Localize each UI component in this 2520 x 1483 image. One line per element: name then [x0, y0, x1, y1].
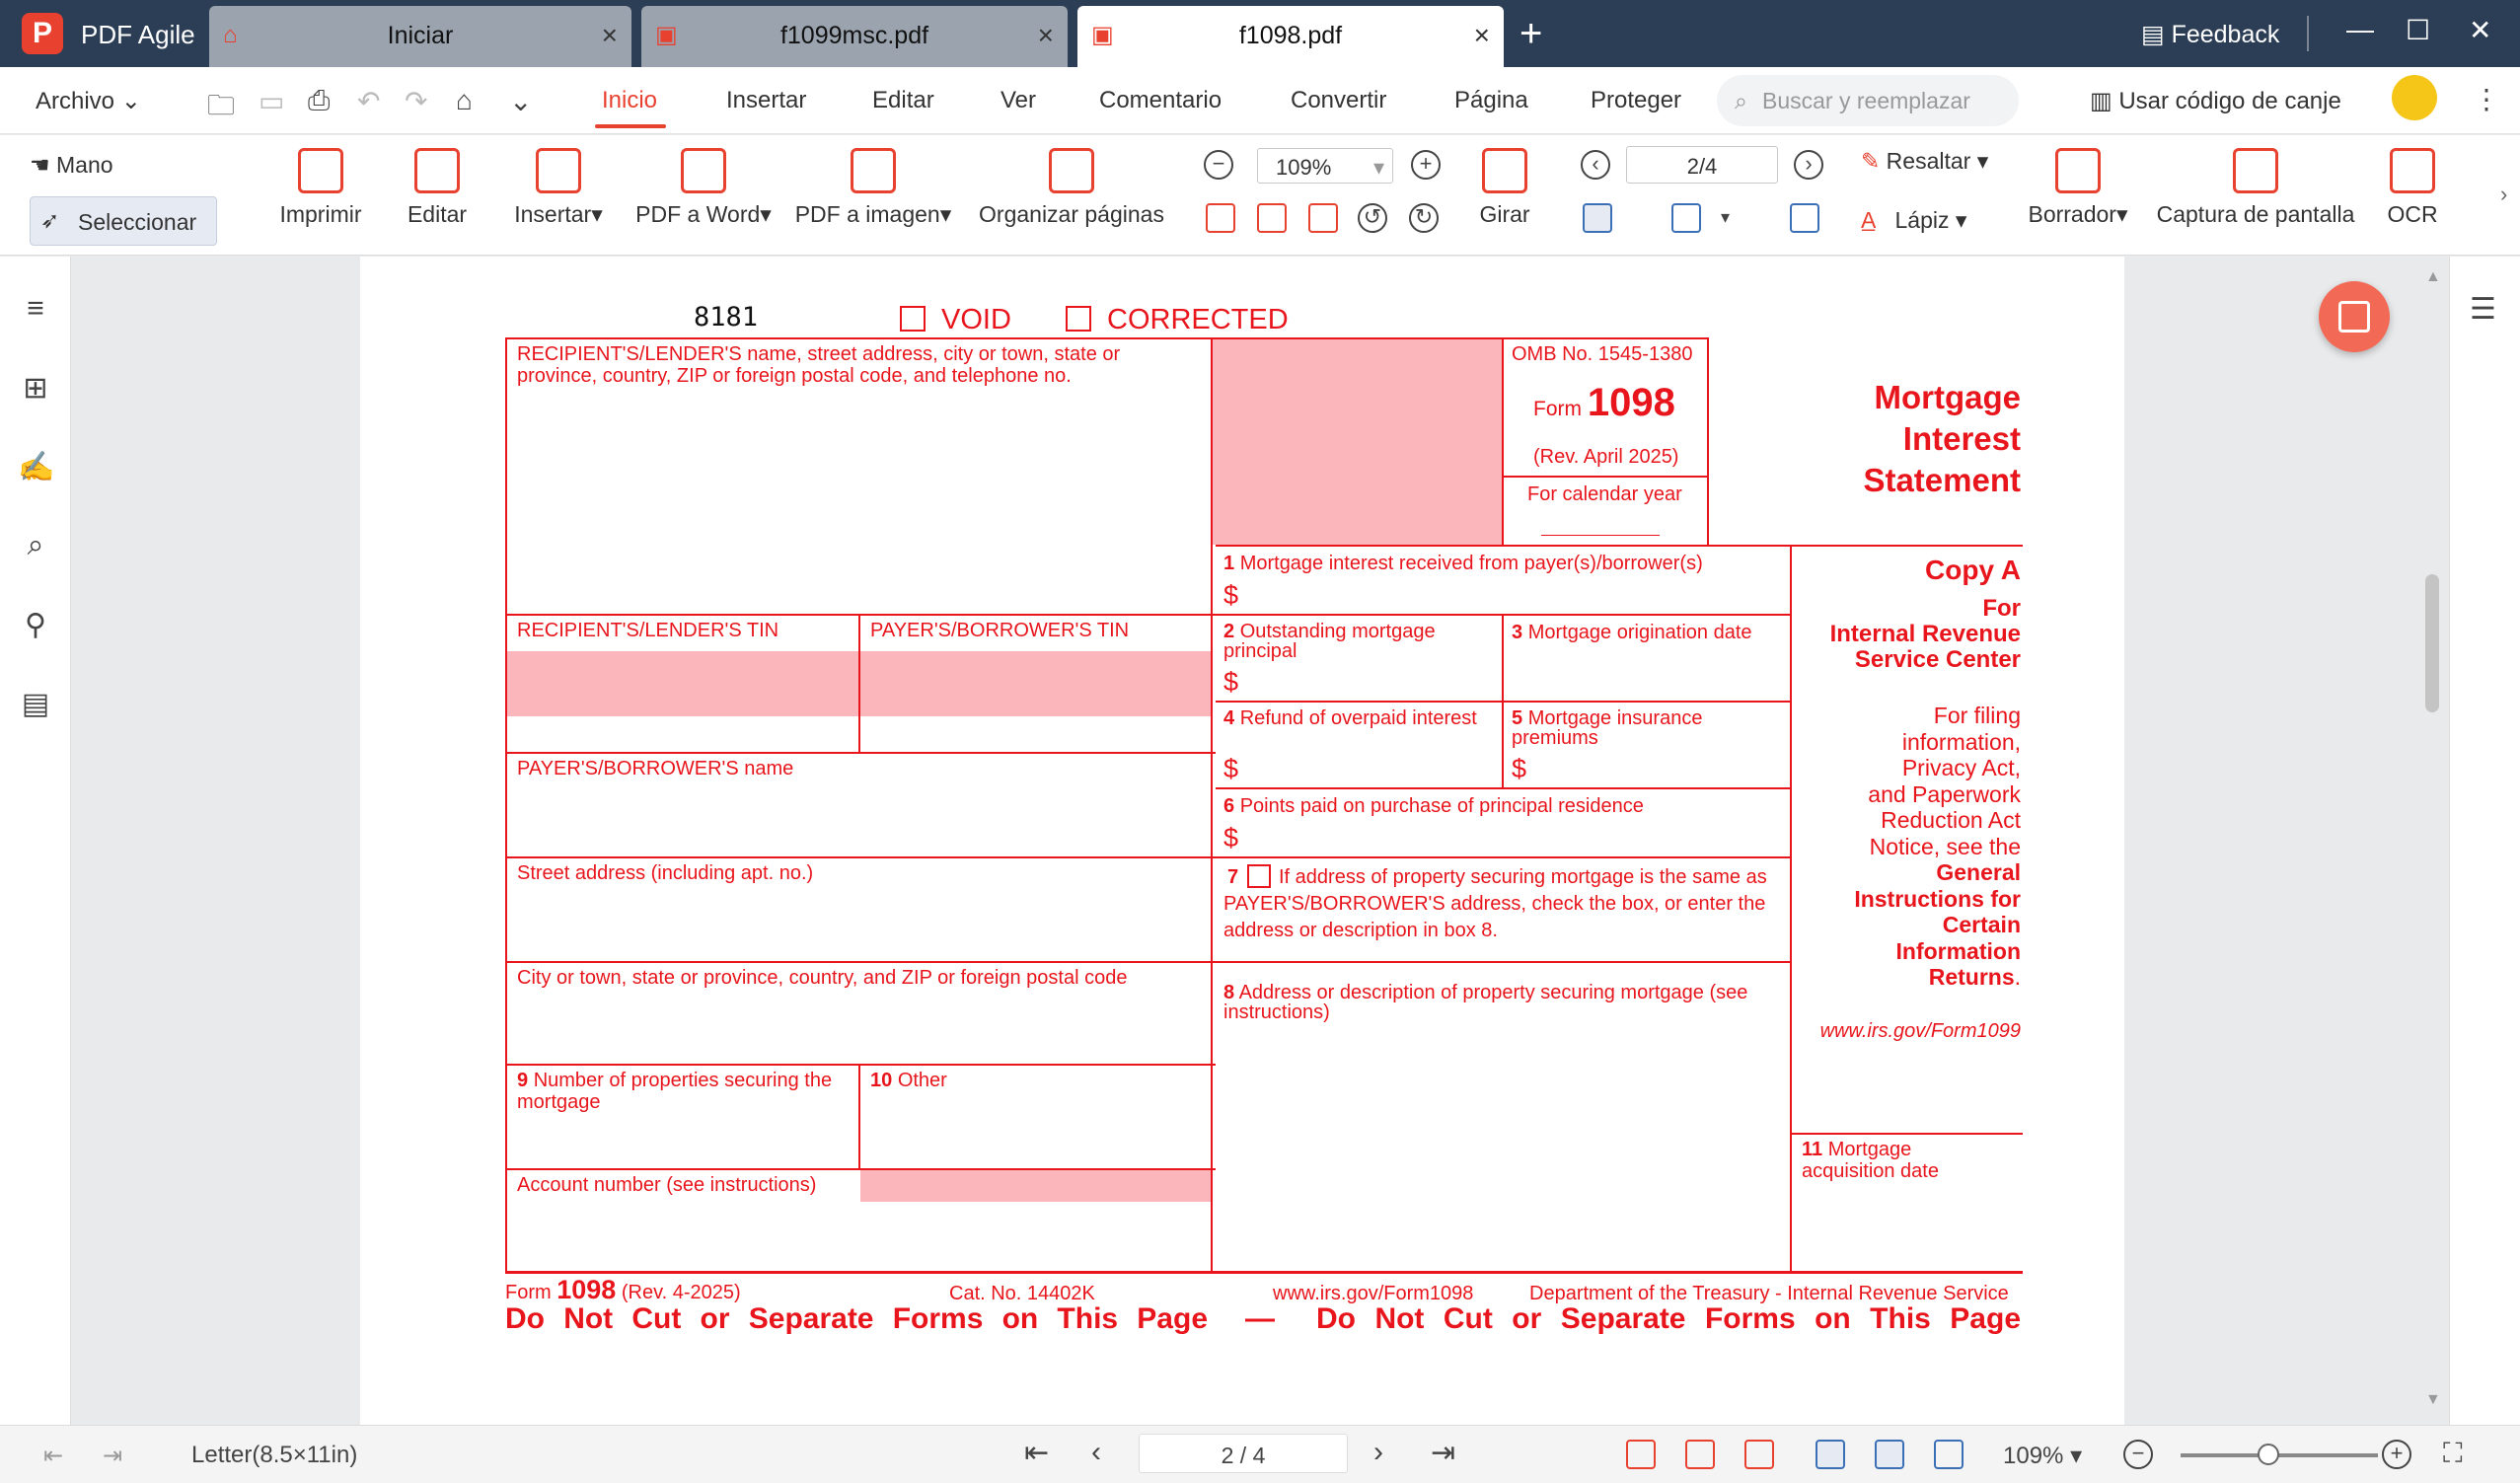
next-page-icon[interactable]: ›: [1794, 150, 1823, 180]
history-icon[interactable]: ▤: [21, 688, 50, 720]
pdf-to-word-float-button[interactable]: [2319, 281, 2390, 352]
left-sidebar: [0, 257, 71, 1425]
text-color-icon: A̲: [1861, 207, 1883, 233]
image-icon: [851, 148, 896, 193]
feedback-icon: ▤: [2141, 21, 2172, 48]
printer-icon: [298, 148, 343, 193]
open-folder-icon[interactable]: 🗀: [207, 90, 236, 120]
paper-size: Letter(8.5×11in): [191, 1442, 358, 1468]
status-bar: [0, 1425, 2520, 1483]
tab-iniciar[interactable]: [209, 6, 631, 67]
rotate-left-icon[interactable]: ↺: [1358, 203, 1387, 233]
form-number: Form 1098: [1533, 381, 1675, 424]
fit-width-icon[interactable]: [1308, 203, 1338, 233]
print-button[interactable]: Imprimir: [276, 148, 365, 228]
maximize-button[interactable]: ☐: [2406, 15, 2431, 45]
menu-icon[interactable]: ≡: [27, 292, 44, 325]
last-page-icon[interactable]: ⇥: [1431, 1437, 1456, 1469]
payer-tin-label: PAYER'S/BORROWER'S TIN: [870, 620, 1130, 641]
zoom-out-icon[interactable]: −: [2123, 1440, 2153, 1469]
menu-pagina[interactable]: Página: [1454, 87, 1528, 113]
divider: [2307, 16, 2309, 51]
ocr-button[interactable]: OCR: [2380, 148, 2445, 228]
two-page-icon[interactable]: [1671, 203, 1701, 233]
dollar-sign: $: [1223, 667, 1239, 697]
close-window-button[interactable]: ✕: [2469, 15, 2492, 45]
settings-sliders-icon[interactable]: ☰: [2470, 293, 2496, 326]
archivo-menu[interactable]: Archivo ⌄: [36, 88, 141, 114]
box10-label: 10 Other: [870, 1070, 947, 1091]
attachment-icon[interactable]: ⚲: [25, 609, 46, 641]
fit-page-icon[interactable]: [1257, 203, 1287, 233]
highlight-icon: ✎: [1861, 148, 1887, 174]
menu-ver[interactable]: Ver: [1001, 87, 1037, 113]
next-page-icon[interactable]: ›: [1373, 1436, 1383, 1468]
department: Department of the Treasury - Internal Revenue Service: [1529, 1283, 2009, 1304]
irs-url-1098: www.irs.gov/Form1098: [1273, 1283, 1474, 1304]
pdf-icon: ▣: [655, 22, 678, 48]
street-label: Street address (including apt. no.): [517, 862, 814, 884]
barcode-icon: ▥: [2090, 88, 2119, 114]
do-not-cut-left: Do Not Cut or Separate Forms on This Page: [505, 1302, 1208, 1335]
two-page-icon[interactable]: [1934, 1440, 1964, 1469]
chevron-down-icon[interactable]: ▾: [1721, 207, 1731, 227]
continuous-icon[interactable]: [1790, 203, 1819, 233]
feedback-button[interactable]: ▤ Feedback: [2141, 21, 2280, 48]
actual-size-icon[interactable]: [1206, 203, 1235, 233]
box7-label: If address of property securing mortgage is the same as PAYER'S/BORROWER'S address, check the box, or enter the address or description in box 8.: [1223, 866, 1767, 941]
scroll-up-icon[interactable]: ▲: [2425, 268, 2441, 285]
print-icon[interactable]: ⎙: [308, 85, 331, 115]
menu-proteger[interactable]: Proteger: [1591, 87, 1682, 113]
zoom-level[interactable]: 109% ▾: [2003, 1443, 2083, 1469]
dollar-sign: $: [1512, 754, 1527, 783]
corrected-checkbox[interactable]: [1066, 306, 1091, 332]
menu-inicio[interactable]: Inicio: [602, 87, 658, 113]
hand-tool[interactable]: ☚ Mano: [30, 152, 113, 178]
recipient-tin-label: RECIPIENT'S/LENDER'S TIN: [517, 620, 779, 641]
title-bar: [0, 0, 2520, 67]
app-name: PDF Agile: [81, 20, 195, 49]
menu-insertar[interactable]: Insertar: [726, 87, 807, 113]
box3-label: 3 Mortgage origination date: [1512, 622, 1752, 643]
irs-url-1099: www.irs.gov/Form1099: [1819, 1020, 2021, 1042]
do-not-cut-right: Do Not Cut or Separate Forms on This Page: [1316, 1302, 2021, 1335]
active-underline: [595, 124, 666, 128]
revision: (Rev. April 2025): [1533, 446, 1679, 468]
scroll-down-icon[interactable]: ▼: [2425, 1391, 2441, 1408]
box7-num: 7: [1227, 866, 1239, 888]
dollar-sign: $: [1223, 754, 1239, 783]
cat-number: Cat. No. 14402K: [949, 1283, 1095, 1304]
organize-pages-button[interactable]: Organizar páginas: [973, 148, 1170, 228]
redo-icon[interactable]: ↷: [405, 86, 428, 116]
save-icon[interactable]: ▭: [259, 86, 285, 116]
tab-label: f1099msc.pdf: [779, 22, 929, 49]
fullscreen-icon[interactable]: ⛶: [2443, 1438, 2463, 1468]
insert-button[interactable]: Insertar▾: [501, 148, 616, 228]
page-number-input[interactable]: 2/4: [1626, 146, 1778, 184]
rotate-button[interactable]: Girar: [1470, 148, 1539, 228]
box11-label: 11 Mortgage acquisition date: [1802, 1139, 1939, 1182]
home-icon: ⌂: [223, 22, 238, 48]
avatar[interactable]: [2392, 75, 2437, 120]
footer-form: Form 1098 (Rev. 4-2025): [505, 1275, 741, 1304]
back-icon[interactable]: ⇤: [43, 1443, 64, 1469]
scrollbar[interactable]: [2425, 574, 2439, 712]
prev-page-icon[interactable]: ‹: [1581, 150, 1610, 180]
filing-info: For filing information, Privacy Act, and Paperwork Reduction Act Notice, see the General Instructions for Certain Information Returns.: [1854, 703, 2021, 990]
ribbon-scroll-right-icon[interactable]: ›: [2500, 182, 2508, 206]
irs-center: For Internal Revenue Service Center: [1829, 595, 2021, 673]
zoom-select[interactable]: 109% ▾: [1257, 148, 1393, 184]
menu-convertir[interactable]: Convertir: [1291, 87, 1387, 113]
pdf-to-word-button[interactable]: PDF a Word▾: [631, 148, 776, 228]
zoom-slider-handle[interactable]: [2258, 1444, 2279, 1465]
first-page-icon[interactable]: ⇤: [1024, 1437, 1050, 1469]
search-input[interactable]: ⌕ Buscar y reemplazar: [1717, 75, 2019, 126]
undo-icon[interactable]: ↶: [357, 86, 381, 116]
pencil-button[interactable]: A̲ Lápiz ▾: [1861, 207, 1967, 233]
dollar-sign: $: [1223, 823, 1239, 853]
single-page-icon[interactable]: [1583, 203, 1612, 233]
select-tool[interactable]: ➶ Seleccionar: [30, 196, 217, 246]
chevron-down-icon: ▾: [2070, 1443, 2083, 1469]
close-icon[interactable]: ×: [601, 20, 618, 50]
app-logo: P: [22, 13, 63, 54]
box5-label: 5 Mortgage insurance premiums: [1512, 707, 1703, 749]
prev-page-icon[interactable]: ‹: [1091, 1436, 1101, 1468]
screenshot-icon: [2233, 148, 2278, 193]
word-icon: [681, 148, 726, 193]
home-icon[interactable]: ⌂: [456, 85, 473, 115]
screenshot-button[interactable]: Captura de pantalla: [2147, 148, 2364, 228]
tab-f1099msc[interactable]: [641, 6, 1068, 67]
dash: —: [1245, 1302, 1275, 1335]
edit-button[interactable]: Editar: [393, 148, 482, 228]
calendar-year-label: For calendar year: [1527, 483, 1682, 505]
forward-icon[interactable]: ⇥: [103, 1443, 123, 1469]
close-icon[interactable]: ×: [1037, 20, 1054, 50]
signature-icon[interactable]: ✍: [18, 451, 55, 483]
form-code: 8181: [694, 302, 759, 333]
box8-label: 8 Address or description of property securing mortgage (see instructions): [1223, 982, 1748, 1023]
city-label: City or town, state or province, country, and ZIP or foreign postal code: [517, 967, 1128, 989]
single-page-icon[interactable]: [1875, 1440, 1904, 1469]
thumbnails-icon[interactable]: ⊞: [23, 372, 48, 405]
fit-page-icon[interactable]: [1685, 1440, 1715, 1469]
tab-label: Iniciar: [387, 22, 454, 49]
zoom-in-icon[interactable]: +: [2382, 1440, 2411, 1469]
payer-name-label: PAYER'S/BORROWER'S name: [517, 758, 794, 779]
pdf-to-image-button[interactable]: PDF a imagen▾: [789, 148, 957, 228]
tab-label: f1098.pdf: [1238, 22, 1343, 49]
box2-label: 2 Outstanding mortgage principal: [1223, 621, 1436, 662]
box4-label: 4 Refund of overpaid interest: [1223, 707, 1477, 729]
search-icon: ⌕: [1735, 88, 1747, 113]
form-title: Mortgage Interest Statement: [1863, 379, 2021, 498]
recipient-name-label: RECIPIENT'S/LENDER'S name, street address, city or town, state or province, country, ZIP or foreign postal code, and telephone no.: [517, 343, 1121, 387]
copy-a: Copy A: [1925, 555, 2021, 585]
zoom-out-icon[interactable]: −: [1204, 150, 1233, 180]
menu-comentario[interactable]: Comentario: [1099, 87, 1223, 113]
right-sidebar: [2449, 257, 2520, 1425]
new-tab-button[interactable]: +: [1519, 12, 1543, 55]
void-label: VOID: [941, 304, 1011, 335]
rotate-right-icon[interactable]: ↻: [1409, 203, 1439, 233]
highlight-button[interactable]: ✎ Resaltar ▾: [1861, 148, 1989, 174]
box1-label: 1 Mortgage interest received from payer(s)/borrower(s): [1223, 553, 1703, 574]
search-icon[interactable]: ⌕: [27, 529, 44, 561]
ocr-icon: [2390, 148, 2435, 193]
hand-icon: ☚: [30, 152, 57, 178]
actual-size-icon[interactable]: [1626, 1440, 1656, 1469]
box9-label: 9 Number of properties securing the mortgage: [517, 1070, 833, 1113]
void-checkbox[interactable]: [900, 306, 926, 332]
fit-width-icon[interactable]: [1744, 1440, 1774, 1469]
minimize-button[interactable]: —: [2346, 14, 2374, 44]
pdf-icon: ▣: [1091, 22, 1114, 48]
customize-icon[interactable]: ⌄: [509, 86, 533, 116]
menu-editar[interactable]: Editar: [872, 87, 934, 113]
box6-label: 6 Points paid on purchase of principal residence: [1223, 795, 1644, 817]
close-icon[interactable]: ×: [1473, 20, 1490, 50]
page-indicator[interactable]: 2 / 4: [1139, 1434, 1348, 1473]
eraser-icon: [2055, 148, 2101, 193]
continuous-icon[interactable]: [1816, 1440, 1845, 1469]
grid-icon: [1049, 148, 1094, 193]
insert-page-icon: [536, 148, 581, 193]
eraser-button[interactable]: Borrador▾: [2021, 148, 2135, 228]
chevron-down-icon: ▾: [1372, 155, 1384, 180]
corrected-label: CORRECTED: [1107, 304, 1289, 335]
omb-number: OMB No. 1545-1380: [1512, 343, 1693, 365]
edit-icon: [414, 148, 460, 193]
account-label: Account number (see instructions): [517, 1174, 817, 1196]
redeem-code-button[interactable]: ▥ Usar código de canje: [2090, 88, 2341, 114]
more-icon[interactable]: ⋮: [2473, 84, 2500, 114]
tab-f1098[interactable]: [1077, 6, 1504, 67]
dollar-sign: $: [1223, 580, 1239, 610]
rotate-page-icon: [1482, 148, 1527, 193]
zoom-in-icon[interactable]: +: [1411, 150, 1441, 180]
chevron-down-icon: ⌄: [120, 88, 141, 114]
word-icon: [2338, 301, 2370, 333]
cursor-icon: ➶: [40, 207, 60, 233]
zoom-slider[interactable]: [2181, 1453, 2378, 1457]
